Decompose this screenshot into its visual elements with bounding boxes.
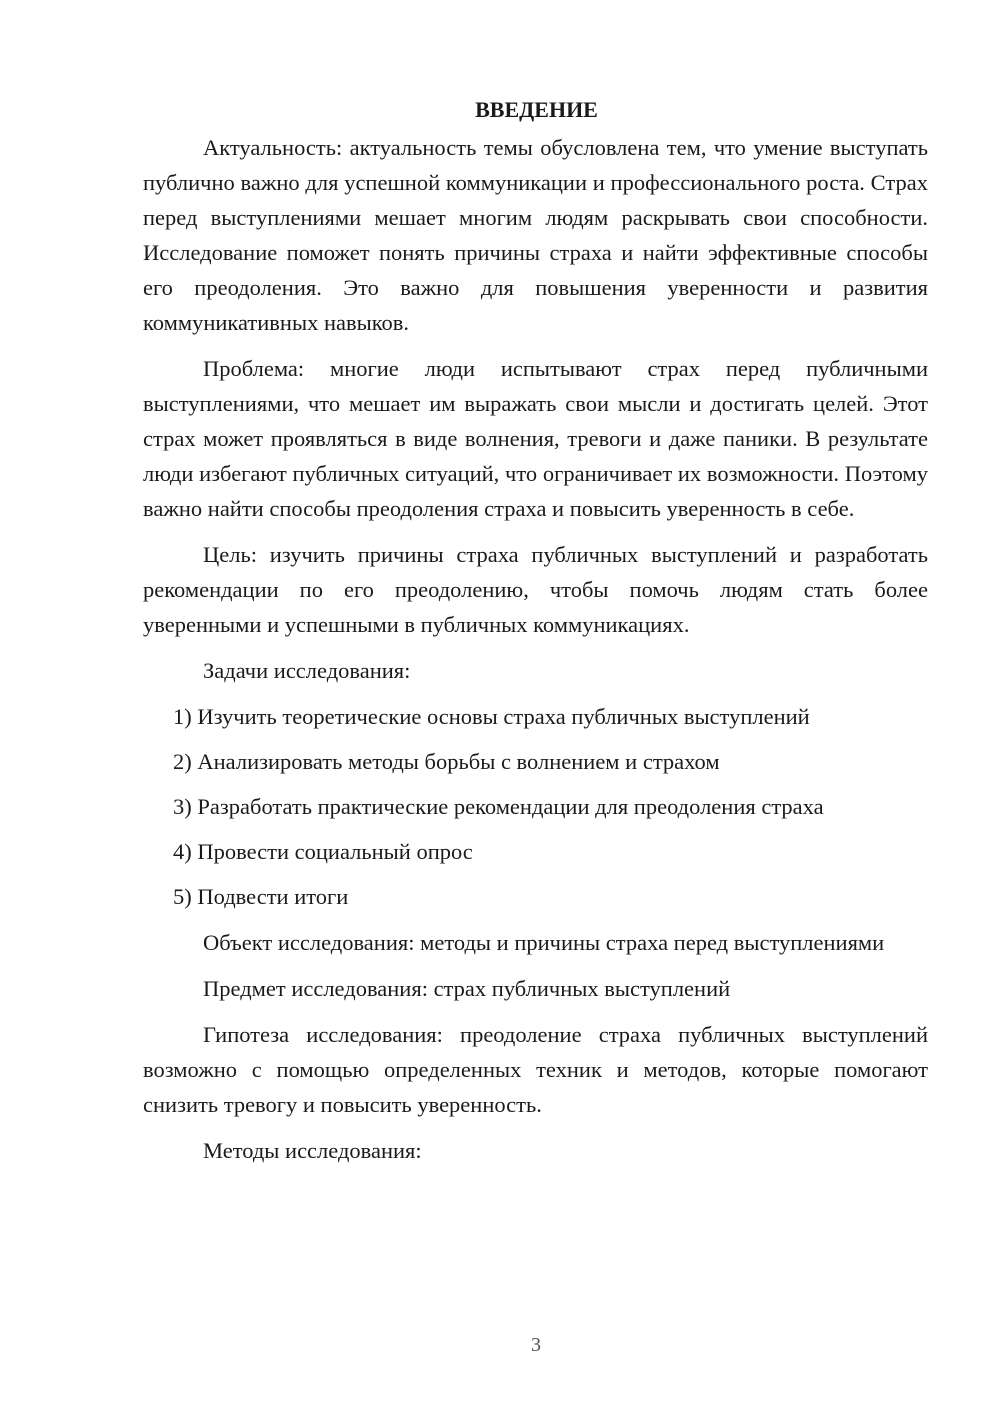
page-number: 3: [531, 1334, 541, 1356]
hypothesis-paragraph: Гипотеза исследования: преодоление страха публичных выступлений возможно с помощью определенных техник и методов, которые помогают снизить тревогу и повысить уверенность.: [143, 1022, 928, 1117]
document-page: [143, 92, 928, 1168]
task-list: [143, 699, 928, 914]
task-item: 4) Провести социальный опрос: [173, 839, 473, 864]
goal-paragraph: Цель: изучить причины страха публичных выступлений и разработать рекомендации по его преодолению, чтобы помочь людям стать более уверенными и успешными в публичных коммуникациях.: [143, 542, 928, 637]
section-heading: ВВЕДЕНИЕ: [475, 97, 598, 122]
relevance-paragraph: Актуальность: актуальность темы обусловлена тем, что умение выступать публично важно для успешной коммуникации и профессионального роста. Страх перед выступлениями мешает многим людям раскрывать свои способности. Исследование поможет понять причины страха и найти эффективные способы его преодоления. Это важно для повышения уверенности и развития коммуникативных навыков.: [143, 135, 928, 335]
task-item: 3) Разработать практические рекомендации для преодоления страха: [173, 794, 824, 819]
subject-line: Предмет исследования: страх публичных выступлений: [203, 976, 731, 1001]
task-item: 1) Изучить теоретические основы страха публичных выступлений: [173, 704, 810, 729]
tasks-title: Задачи исследования:: [203, 658, 411, 683]
object-paragraph: Объект исследования: методы и причины страха перед выступлениями: [203, 930, 885, 955]
task-item: 2) Анализировать методы борьбы с волнением и страхом: [173, 749, 720, 774]
task-item: 5) Подвести итоги: [173, 884, 349, 909]
problem-paragraph: Проблема: многие люди испытывают страх перед публичными выступлениями, что мешает им выражать свои мысли и достигать целей. Этот страх может проявляться в виде волнения, тревоги и даже паники. В результате люди избегают публичных ситуаций, что ограничивает их возможности. Поэтому важно найти способы преодоления страха и повысить уверенность в себе.: [143, 356, 928, 521]
methods-title: Методы исследования:: [203, 1138, 422, 1163]
